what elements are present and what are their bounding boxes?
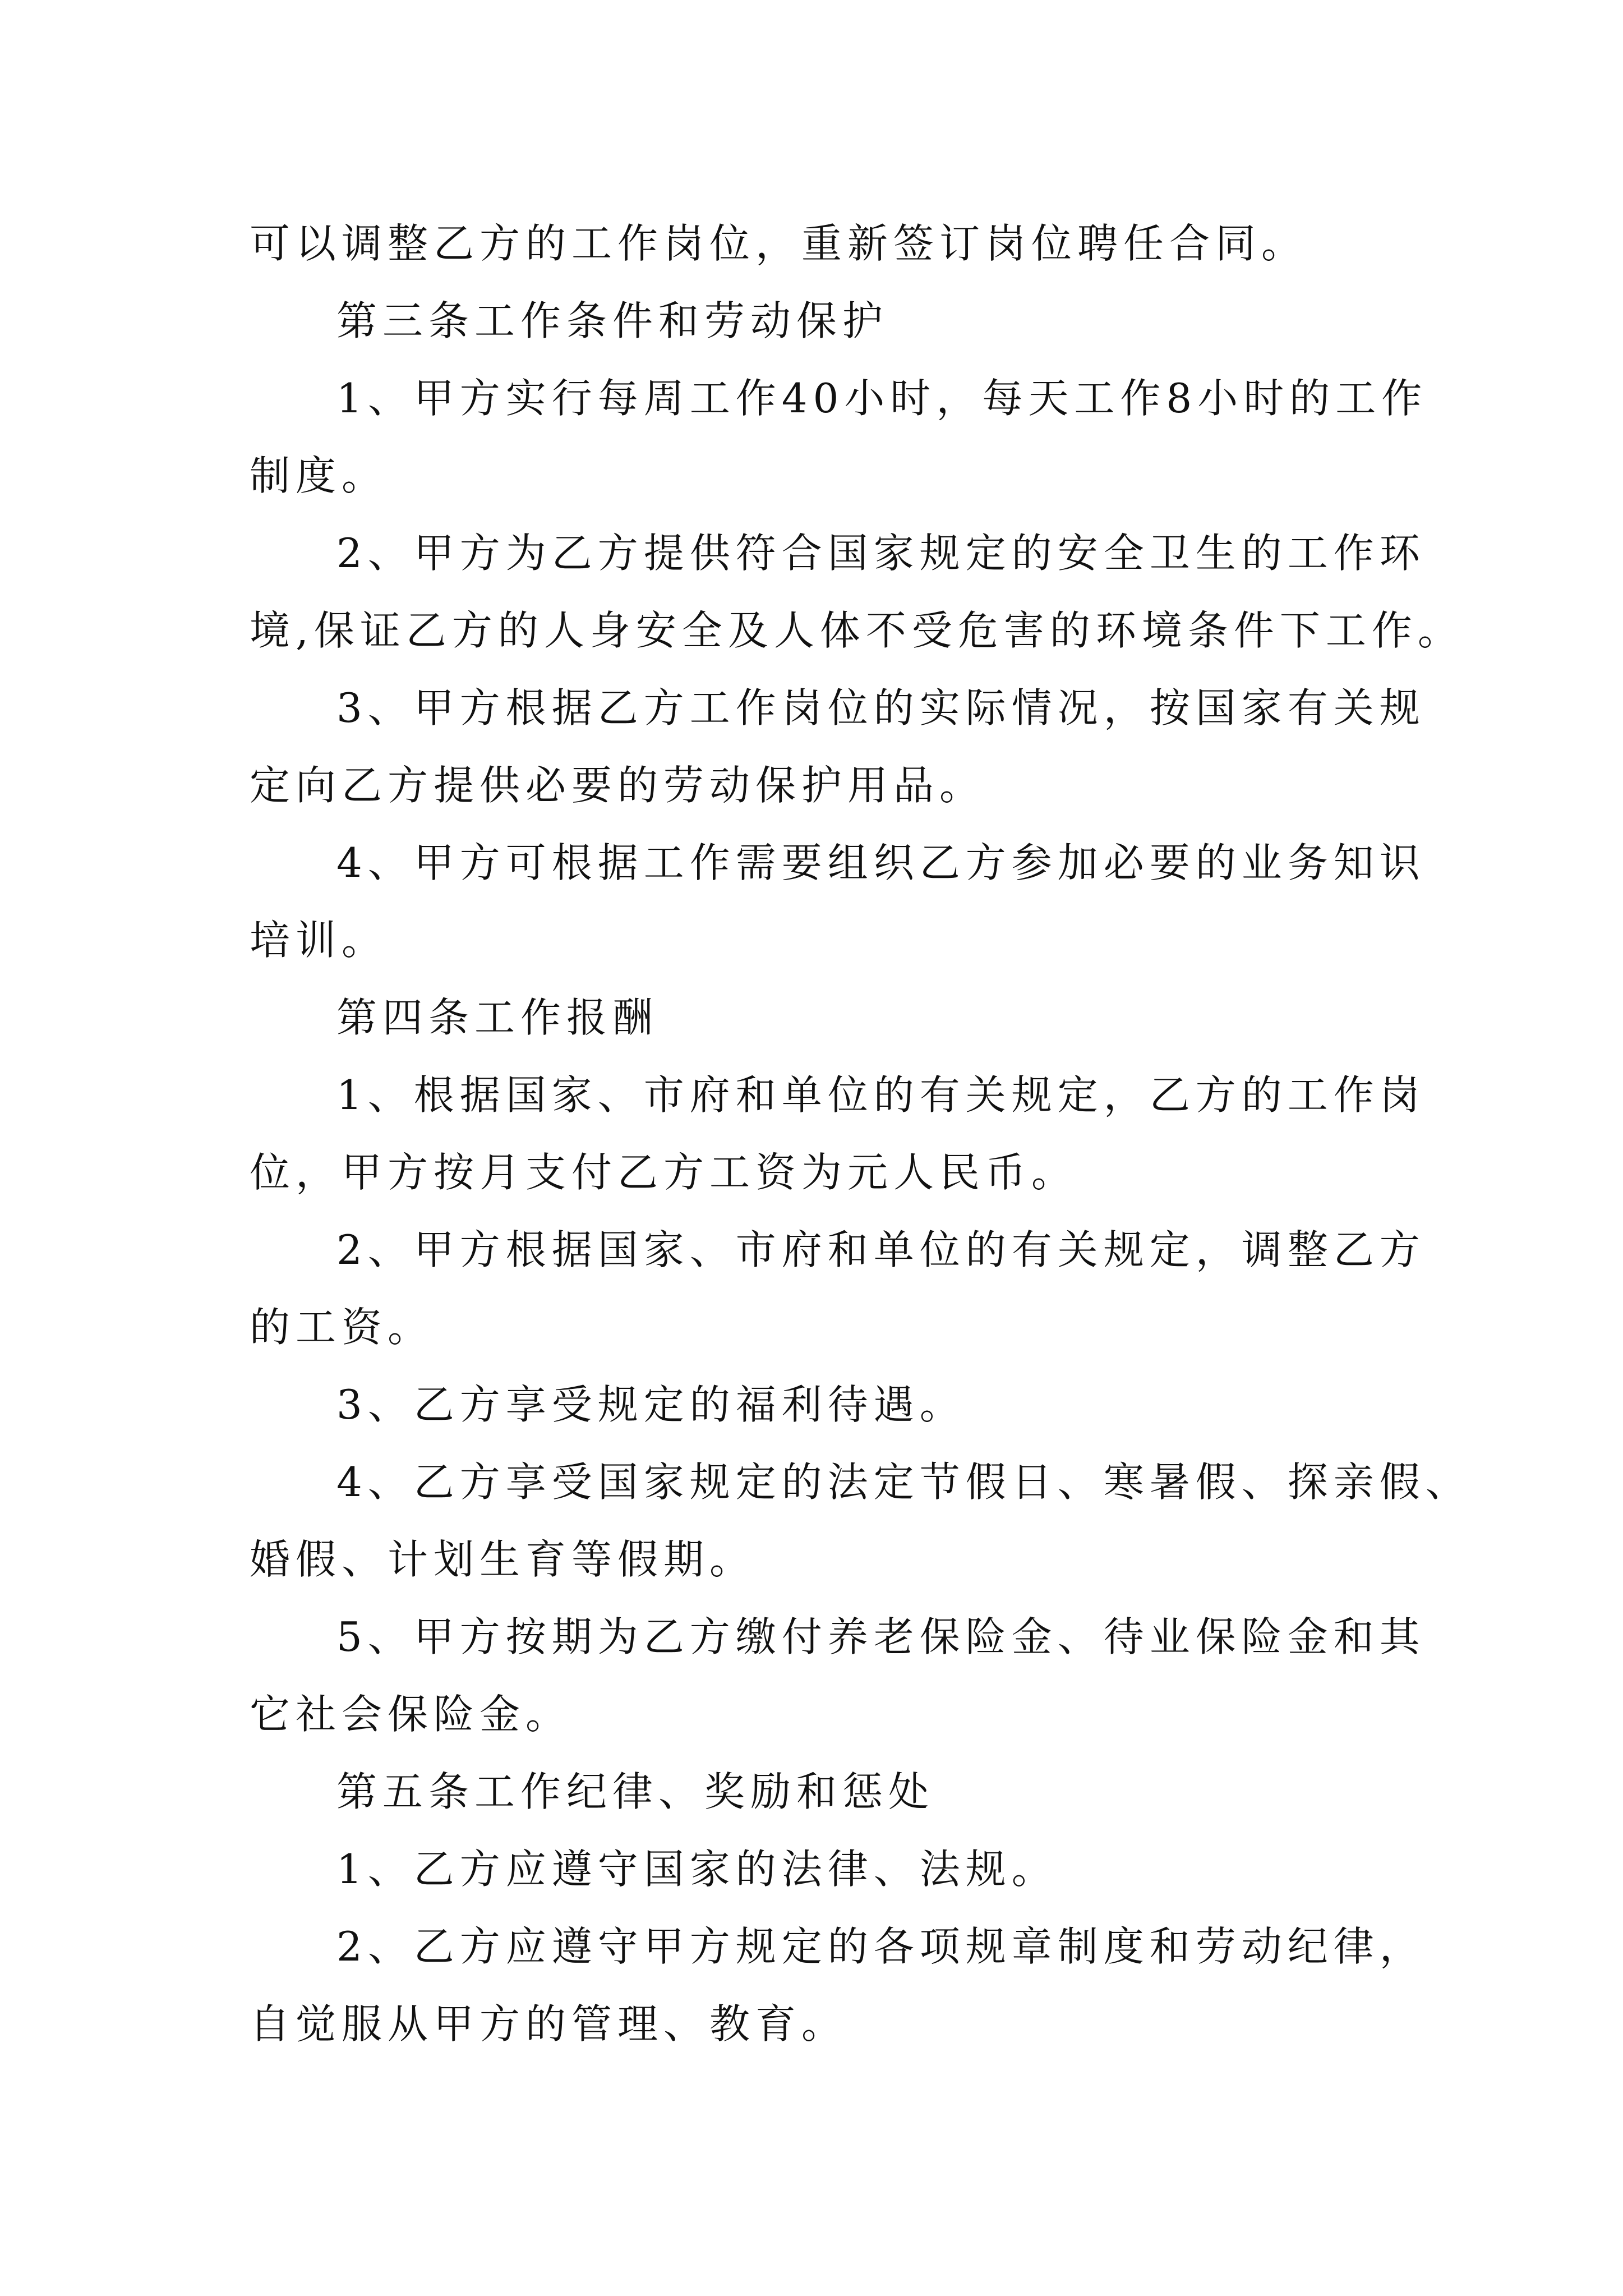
text-line: 可以调整乙方的工作岗位，重新签订岗位聘任合同。 <box>250 220 1308 267</box>
clause-line: 2、甲方根据国家、市府和单位的有关规定，调整乙方 <box>336 1226 1426 1273</box>
text-line: 定向乙方提供必要的劳动保护用品。 <box>250 762 986 809</box>
text-line: 境,保证乙方的人身安全及人体不受危害的环境条件下工作。 <box>250 607 1464 654</box>
text-line: 制度。 <box>250 452 388 499</box>
clause-line: 3、乙方享受规定的福利待遇。 <box>336 1381 966 1428</box>
clause-line: 1、甲方实行每周工作40小时，每天工作8小时的工作 <box>336 375 1428 422</box>
clause-line: 5、甲方按期为乙方缴付养老保险金、待业保险金和其 <box>336 1613 1426 1660</box>
clause-line: 1、乙方应遵守国家的法律、法规。 <box>336 1846 1058 1893</box>
text-line: 婚假、计划生育等假期。 <box>250 1536 756 1583</box>
clause-line: 2、甲方为乙方提供符合国家规定的安全卫生的工作环 <box>336 530 1426 577</box>
clause-line: 3、甲方根据乙方工作岗位的实际情况，按国家有关规 <box>336 684 1426 731</box>
text-line: 它社会保险金。 <box>250 1691 572 1738</box>
section-heading: 第五条工作纪律、奖励和惩处 <box>336 1768 935 1815</box>
document-body <box>250 205 1472 2063</box>
text-line: 培训。 <box>250 917 388 964</box>
text-line: 的工资。 <box>250 1304 434 1351</box>
clause-line: 2、乙方应遵守甲方规定的各项规章制度和劳动纪律， <box>336 1923 1426 1970</box>
section-heading: 第三条工作条件和劳动保护 <box>336 297 889 344</box>
clause-line: 4、甲方可根据工作需要组织乙方参加必要的业务知识 <box>336 839 1426 886</box>
clause-line: 4、乙方享受国家规定的法定节假日、寒暑假、探亲假、 <box>336 1458 1472 1506</box>
text-line: 自觉服从甲方的管理、教育。 <box>250 2000 848 2047</box>
clause-line: 1、根据国家、市府和单位的有关规定，乙方的工作岗 <box>336 1071 1426 1119</box>
text-line: 位，甲方按月支付乙方工资为元人民币。 <box>250 1149 1078 1196</box>
section-heading: 第四条工作报酬 <box>336 994 659 1041</box>
